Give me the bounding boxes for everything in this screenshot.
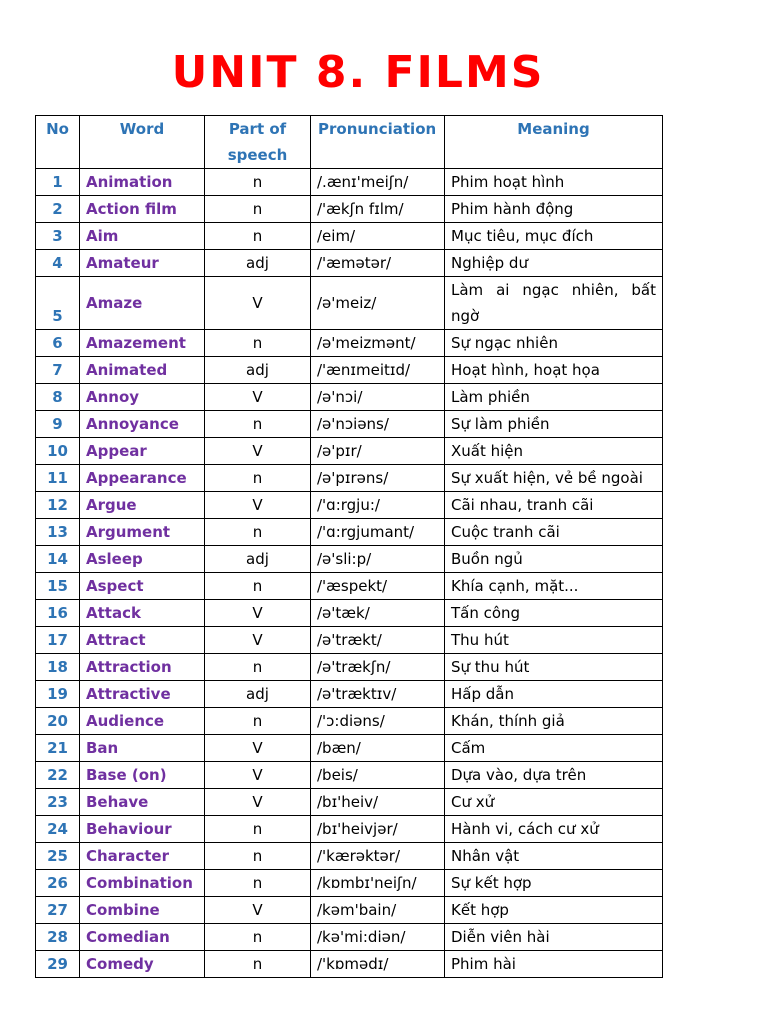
row-part-of-speech: n	[205, 843, 311, 870]
row-meaning: Buồn ngủ	[445, 546, 663, 573]
row-meaning: Cấm	[445, 735, 663, 762]
row-meaning: Diễn viên hài	[445, 924, 663, 951]
table-row	[36, 438, 663, 465]
row-meaning: Cư xử	[445, 789, 663, 816]
vocabulary-table	[35, 115, 663, 978]
row-part-of-speech: V	[205, 735, 311, 762]
row-pronunciation: /eim/	[311, 223, 445, 250]
row-pronunciation: /ə'nɔiəns/	[311, 411, 445, 438]
row-word: Audience	[80, 708, 205, 735]
row-word: Amaze	[80, 277, 205, 330]
table-row	[36, 330, 663, 357]
row-number: 29	[36, 951, 80, 978]
row-meaning: Sự kết hợp	[445, 870, 663, 897]
row-number: 14	[36, 546, 80, 573]
row-number: 15	[36, 573, 80, 600]
row-part-of-speech: V	[205, 277, 311, 330]
row-meaning: Khán, thính giả	[445, 708, 663, 735]
row-part-of-speech: adj	[205, 357, 311, 384]
row-number: 26	[36, 870, 80, 897]
row-number: 28	[36, 924, 80, 951]
row-number: 17	[36, 627, 80, 654]
page-title: UNIT 8. FILMS	[171, 47, 545, 98]
row-part-of-speech: n	[205, 411, 311, 438]
row-part-of-speech: V	[205, 438, 311, 465]
row-word: Amateur	[80, 250, 205, 277]
row-word: Behaviour	[80, 816, 205, 843]
table-row	[36, 762, 663, 789]
row-number: 1	[36, 169, 80, 196]
row-number: 5	[36, 277, 80, 330]
row-pronunciation: /'ɑ:rgju:/	[311, 492, 445, 519]
row-word: Animated	[80, 357, 205, 384]
row-meaning: Nghiệp dư	[445, 250, 663, 277]
row-word: Amazement	[80, 330, 205, 357]
row-number: 8	[36, 384, 80, 411]
row-word: Ban	[80, 735, 205, 762]
table-row	[36, 384, 663, 411]
row-word: Annoyance	[80, 411, 205, 438]
row-pronunciation: /'ɑ:rgjumant/	[311, 519, 445, 546]
header-word: Word	[80, 116, 205, 169]
header-part-of-speech: Part of speech	[205, 116, 311, 169]
table-row	[36, 465, 663, 492]
row-part-of-speech: n	[205, 816, 311, 843]
row-part-of-speech: V	[205, 762, 311, 789]
row-part-of-speech: adj	[205, 250, 311, 277]
row-number: 2	[36, 196, 80, 223]
row-word: Attractive	[80, 681, 205, 708]
row-meaning: Dựa vào, dựa trên	[445, 762, 663, 789]
row-word: Comedy	[80, 951, 205, 978]
row-part-of-speech: V	[205, 789, 311, 816]
row-pronunciation: /bɪ'heiv/	[311, 789, 445, 816]
row-pronunciation: /'æspekt/	[311, 573, 445, 600]
row-part-of-speech: n	[205, 708, 311, 735]
row-number: 25	[36, 843, 80, 870]
row-pronunciation: /ə'trækʃn/	[311, 654, 445, 681]
row-meaning: Khía cạnh, mặt...	[445, 573, 663, 600]
row-meaning: Sự ngạc nhiên	[445, 330, 663, 357]
row-pronunciation: /'kærəktər/	[311, 843, 445, 870]
table-row	[36, 519, 663, 546]
row-number: 7	[36, 357, 80, 384]
row-word: Asleep	[80, 546, 205, 573]
row-part-of-speech: V	[205, 897, 311, 924]
table-row	[36, 196, 663, 223]
row-part-of-speech: n	[205, 519, 311, 546]
table-row	[36, 681, 663, 708]
row-number: 10	[36, 438, 80, 465]
row-pronunciation: /ə'pɪrəns/	[311, 465, 445, 492]
table-body	[36, 169, 663, 978]
row-number: 6	[36, 330, 80, 357]
table-row	[36, 627, 663, 654]
row-part-of-speech: n	[205, 924, 311, 951]
row-word: Behave	[80, 789, 205, 816]
row-part-of-speech: n	[205, 330, 311, 357]
row-word: Attraction	[80, 654, 205, 681]
row-pronunciation: /bæn/	[311, 735, 445, 762]
row-pronunciation: /bɪ'heivjər/	[311, 816, 445, 843]
row-number: 12	[36, 492, 80, 519]
row-word: Action film	[80, 196, 205, 223]
header-pronunciation: Pronunciation	[311, 116, 445, 169]
table-row	[36, 250, 663, 277]
table-row	[36, 411, 663, 438]
row-number: 11	[36, 465, 80, 492]
row-word: Annoy	[80, 384, 205, 411]
row-meaning: Tấn công	[445, 600, 663, 627]
table-header-row	[36, 116, 663, 169]
row-word: Argument	[80, 519, 205, 546]
table-row	[36, 573, 663, 600]
row-number: 16	[36, 600, 80, 627]
row-pronunciation: /kɒmbɪ'neiʃn/	[311, 870, 445, 897]
row-meaning: Sự xuất hiện, vẻ bề ngoài	[445, 465, 663, 492]
row-pronunciation: /ə'pɪr/	[311, 438, 445, 465]
table-row	[36, 546, 663, 573]
row-meaning: Làm ai ngạc nhiên, bất ngờ	[445, 277, 663, 330]
header-no: No	[36, 116, 80, 169]
row-meaning: Mục tiêu, mục đích	[445, 223, 663, 250]
table-row	[36, 816, 663, 843]
row-meaning: Hành vi, cách cư xử	[445, 816, 663, 843]
row-word: Base (on)	[80, 762, 205, 789]
row-number: 13	[36, 519, 80, 546]
row-pronunciation: /ə'meiz/	[311, 277, 445, 330]
table-row	[36, 277, 663, 330]
table-row	[36, 870, 663, 897]
row-pronunciation: /ə'sli:p/	[311, 546, 445, 573]
row-part-of-speech: n	[205, 951, 311, 978]
row-part-of-speech: V	[205, 600, 311, 627]
row-meaning: Sự thu hút	[445, 654, 663, 681]
row-pronunciation: /ə'meizmənt/	[311, 330, 445, 357]
table-row	[36, 169, 663, 196]
row-meaning: Cãi nhau, tranh cãi	[445, 492, 663, 519]
row-part-of-speech: n	[205, 196, 311, 223]
row-part-of-speech: V	[205, 384, 311, 411]
row-pronunciation: /beis/	[311, 762, 445, 789]
table-row	[36, 600, 663, 627]
table-row	[36, 789, 663, 816]
row-part-of-speech: V	[205, 627, 311, 654]
table-row	[36, 654, 663, 681]
row-number: 21	[36, 735, 80, 762]
row-part-of-speech: n	[205, 573, 311, 600]
row-number: 24	[36, 816, 80, 843]
row-number: 18	[36, 654, 80, 681]
row-pronunciation: /'ɔ:diəns/	[311, 708, 445, 735]
row-pronunciation: /kə'mi:diən/	[311, 924, 445, 951]
row-pronunciation: /ə'trækt/	[311, 627, 445, 654]
table-row	[36, 951, 663, 978]
row-part-of-speech: n	[205, 654, 311, 681]
row-word: Attract	[80, 627, 205, 654]
row-meaning: Thu hút	[445, 627, 663, 654]
header-meaning: Meaning	[445, 116, 663, 169]
row-meaning: Kết hợp	[445, 897, 663, 924]
row-meaning: Phim hài	[445, 951, 663, 978]
row-number: 3	[36, 223, 80, 250]
row-word: Appearance	[80, 465, 205, 492]
row-pronunciation: /ə'tæk/	[311, 600, 445, 627]
row-word: Attack	[80, 600, 205, 627]
row-meaning: Sự làm phiền	[445, 411, 663, 438]
row-word: Character	[80, 843, 205, 870]
row-word: Comedian	[80, 924, 205, 951]
row-number: 20	[36, 708, 80, 735]
row-word: Animation	[80, 169, 205, 196]
row-pronunciation: /.ænɪ'meiʃn/	[311, 169, 445, 196]
row-word: Combine	[80, 897, 205, 924]
row-pronunciation: /'ænɪmeitɪd/	[311, 357, 445, 384]
table-row	[36, 223, 663, 250]
row-word: Aspect	[80, 573, 205, 600]
table-row	[36, 357, 663, 384]
table-row	[36, 492, 663, 519]
row-word: Aim	[80, 223, 205, 250]
row-pronunciation: /'ækʃn fɪlm/	[311, 196, 445, 223]
row-meaning: Phim hành động	[445, 196, 663, 223]
row-part-of-speech: n	[205, 870, 311, 897]
row-pronunciation: /'æmətər/	[311, 250, 445, 277]
table-row	[36, 924, 663, 951]
row-part-of-speech: n	[205, 169, 311, 196]
row-pronunciation: /'kɒmədɪ/	[311, 951, 445, 978]
row-word: Argue	[80, 492, 205, 519]
row-meaning: Nhân vật	[445, 843, 663, 870]
row-number: 22	[36, 762, 80, 789]
row-part-of-speech: V	[205, 492, 311, 519]
row-number: 9	[36, 411, 80, 438]
row-meaning: Phim hoạt hình	[445, 169, 663, 196]
row-word: Appear	[80, 438, 205, 465]
row-pronunciation: /ə'nɔi/	[311, 384, 445, 411]
row-part-of-speech: adj	[205, 546, 311, 573]
row-meaning: Làm phiền	[445, 384, 663, 411]
row-number: 19	[36, 681, 80, 708]
row-part-of-speech: n	[205, 223, 311, 250]
row-word: Combination	[80, 870, 205, 897]
row-pronunciation: /kəm'bain/	[311, 897, 445, 924]
row-meaning: Xuất hiện	[445, 438, 663, 465]
table-row	[36, 735, 663, 762]
table-row	[36, 843, 663, 870]
row-meaning: Hấp dẫn	[445, 681, 663, 708]
table-row	[36, 897, 663, 924]
row-part-of-speech: n	[205, 465, 311, 492]
table-row	[36, 708, 663, 735]
row-number: 27	[36, 897, 80, 924]
row-pronunciation: /ə'træktɪv/	[311, 681, 445, 708]
row-number: 23	[36, 789, 80, 816]
row-number: 4	[36, 250, 80, 277]
row-meaning: Cuộc tranh cãi	[445, 519, 663, 546]
row-meaning: Hoạt hình, hoạt họa	[445, 357, 663, 384]
row-part-of-speech: adj	[205, 681, 311, 708]
